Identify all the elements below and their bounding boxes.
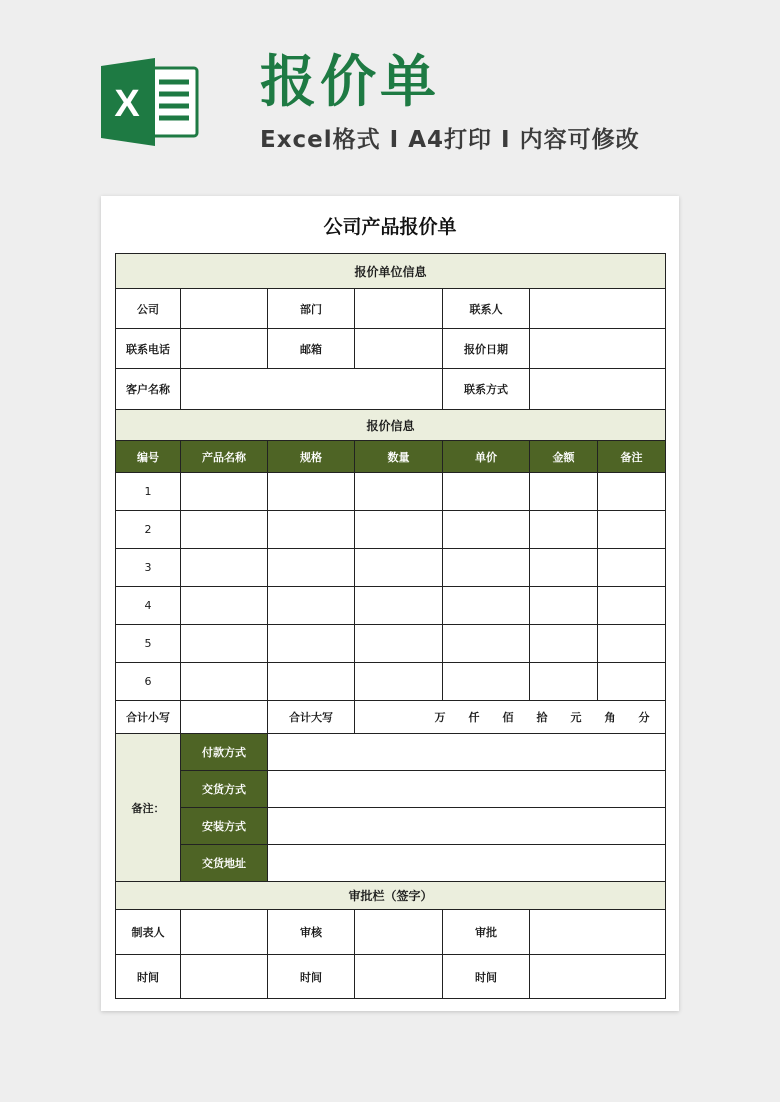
time-review-cell[interactable] <box>355 955 443 999</box>
document-title: 公司产品报价单 <box>323 216 457 238</box>
amount-cell[interactable] <box>530 663 598 701</box>
label-email: 邮箱 <box>268 329 355 369</box>
email-cell[interactable] <box>355 329 443 369</box>
label-approve: 审批 <box>443 910 530 955</box>
table-row <box>116 473 666 511</box>
header-subtitle: Excel格式 I A4打印 I 内容可修改 <box>260 127 640 153</box>
qty-cell[interactable] <box>355 625 443 663</box>
price-cell[interactable] <box>443 663 530 701</box>
note-install-cell[interactable] <box>268 808 666 845</box>
amount-cell[interactable] <box>530 511 598 549</box>
price-cell[interactable] <box>443 473 530 511</box>
note-install-label: 安装方式 <box>181 808 268 845</box>
price-cell[interactable] <box>443 549 530 587</box>
table-row <box>116 625 666 663</box>
review-cell[interactable] <box>355 910 443 955</box>
unit-bai: 佰 <box>502 711 514 724</box>
section-approval: 审批栏（签字） <box>116 882 666 910</box>
company-cell[interactable] <box>181 289 268 329</box>
note-delivery-cell[interactable] <box>268 771 666 808</box>
col-header-amount: 金额 <box>530 441 598 473</box>
product-cell[interactable] <box>181 625 268 663</box>
row-number: 6 <box>116 663 181 701</box>
row-number: 2 <box>116 511 181 549</box>
label-quote-date: 报价日期 <box>443 329 530 369</box>
label-review: 审核 <box>268 910 355 955</box>
unit-fen: 分 <box>638 711 650 724</box>
product-cell[interactable] <box>181 663 268 701</box>
qty-cell[interactable] <box>355 473 443 511</box>
label-maker: 制表人 <box>116 910 181 955</box>
currency-units <box>355 709 665 725</box>
label-department: 部门 <box>268 289 355 329</box>
product-cell[interactable] <box>181 473 268 511</box>
time-maker-cell[interactable] <box>181 955 268 999</box>
label-customer-name: 客户名称 <box>116 369 181 410</box>
quote-sheet <box>115 253 666 999</box>
spec-cell[interactable] <box>268 663 355 701</box>
notes-label: 备注： <box>116 734 181 882</box>
unit-jiao: 角 <box>604 711 616 724</box>
row-number: 5 <box>116 625 181 663</box>
remark-cell[interactable] <box>598 663 666 701</box>
unit-shi: 拾 <box>536 711 548 724</box>
product-cell[interactable] <box>181 511 268 549</box>
qty-cell[interactable] <box>355 549 443 587</box>
remark-cell[interactable] <box>598 625 666 663</box>
section-unit-info: 报价单位信息 <box>116 254 666 289</box>
label-company: 公司 <box>116 289 181 329</box>
unit-wan: 万 <box>434 711 446 724</box>
note-payment-label: 付款方式 <box>181 734 268 771</box>
col-header-product: 产品名称 <box>181 441 268 473</box>
quote-date-cell[interactable] <box>530 329 666 369</box>
col-header-price: 单价 <box>443 441 530 473</box>
quote-table <box>115 253 666 999</box>
customer-name-cell[interactable] <box>181 369 443 410</box>
label-phone: 联系电话 <box>116 329 181 369</box>
spec-cell[interactable] <box>268 625 355 663</box>
spec-cell[interactable] <box>268 511 355 549</box>
section-quote-info: 报价信息 <box>116 410 666 441</box>
remark-cell[interactable] <box>598 473 666 511</box>
logo-letter: X <box>114 83 140 125</box>
row-number: 4 <box>116 587 181 625</box>
total-big-cell[interactable] <box>355 701 666 734</box>
note-delivery-label: 交货方式 <box>181 771 268 808</box>
product-cell[interactable] <box>181 587 268 625</box>
phone-cell[interactable] <box>181 329 268 369</box>
table-row <box>116 511 666 549</box>
col-header-qty: 数量 <box>355 441 443 473</box>
qty-cell[interactable] <box>355 663 443 701</box>
remark-cell[interactable] <box>598 511 666 549</box>
amount-cell[interactable] <box>530 587 598 625</box>
label-total-big: 合计大写 <box>268 701 355 734</box>
col-header-remark: 备注 <box>598 441 666 473</box>
note-payment-cell[interactable] <box>268 734 666 771</box>
table-row <box>116 549 666 587</box>
amount-cell[interactable] <box>530 625 598 663</box>
col-header-no: 编号 <box>116 441 181 473</box>
label-time-review: 时间 <box>268 955 355 999</box>
price-cell[interactable] <box>443 587 530 625</box>
row-number: 3 <box>116 549 181 587</box>
spec-cell[interactable] <box>268 473 355 511</box>
price-cell[interactable] <box>443 625 530 663</box>
col-header-spec: 规格 <box>268 441 355 473</box>
label-time-maker: 时间 <box>116 955 181 999</box>
total-small-cell[interactable] <box>181 701 268 734</box>
contact-method-cell[interactable] <box>530 369 666 410</box>
unit-yuan: 元 <box>570 711 582 724</box>
header-title: 报价单 <box>260 50 440 115</box>
label-time-approve: 时间 <box>443 955 530 999</box>
remark-cell[interactable] <box>598 587 666 625</box>
approve-cell[interactable] <box>530 910 666 955</box>
amount-cell[interactable] <box>530 549 598 587</box>
qty-cell[interactable] <box>355 511 443 549</box>
table-row <box>116 663 666 701</box>
qty-cell[interactable] <box>355 587 443 625</box>
contact-cell[interactable] <box>530 289 666 329</box>
spec-cell[interactable] <box>268 587 355 625</box>
note-address-cell[interactable] <box>268 845 666 882</box>
table-row <box>116 587 666 625</box>
label-contact-method: 联系方式 <box>443 369 530 410</box>
product-cell[interactable] <box>181 549 268 587</box>
note-address-label: 交货地址 <box>181 845 268 882</box>
department-cell[interactable] <box>355 289 443 329</box>
label-total-small: 合计小写 <box>116 701 181 734</box>
price-cell[interactable] <box>443 511 530 549</box>
maker-cell[interactable] <box>181 910 268 955</box>
excel-logo-icon <box>101 58 199 146</box>
amount-cell[interactable] <box>530 473 598 511</box>
time-approve-cell[interactable] <box>530 955 666 999</box>
unit-qian: 仟 <box>468 711 480 724</box>
remark-cell[interactable] <box>598 549 666 587</box>
label-contact: 联系人 <box>443 289 530 329</box>
row-number: 1 <box>116 473 181 511</box>
spec-cell[interactable] <box>268 549 355 587</box>
